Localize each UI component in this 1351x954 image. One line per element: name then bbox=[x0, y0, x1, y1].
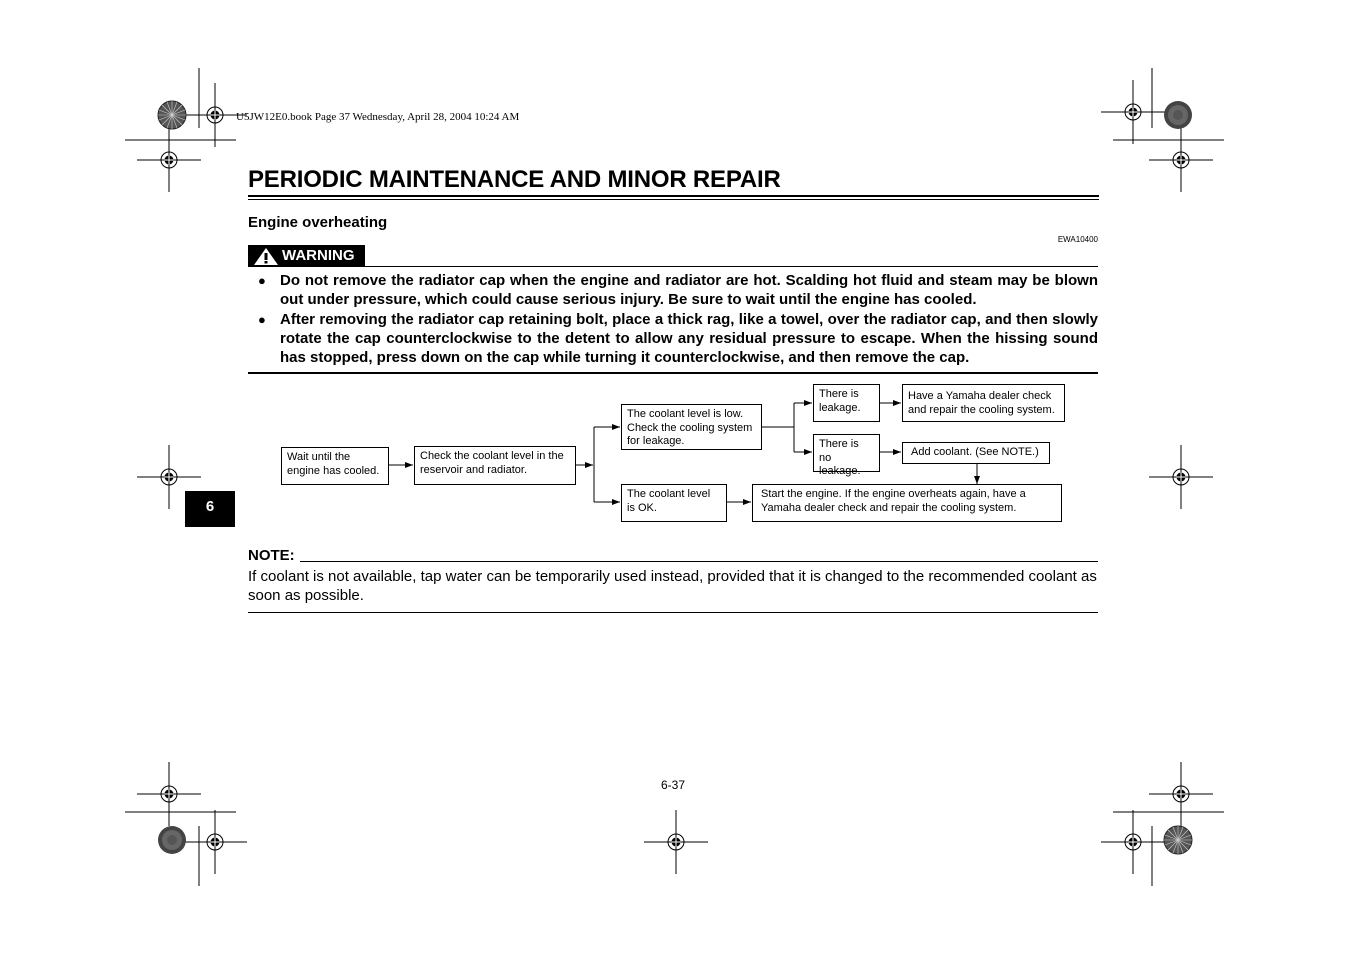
flow-box-wait: Wait until the engine has cooled. bbox=[281, 447, 389, 485]
bullet-icon: ● bbox=[258, 312, 266, 327]
warning-item-text: Do not remove the radiator cap when the engine and radiator are hot. Scalding hot fluid and steam may be blown out under pressure, which could cause serious injury. Be sure to wait until the engine has cooled. bbox=[280, 272, 1098, 308]
page-title: PERIODIC MAINTENANCE AND MINOR REPAIR bbox=[248, 166, 781, 193]
bullet-icon: ● bbox=[258, 273, 266, 288]
note-text: If coolant is not available, tap water can be temporarily used instead, provided that it is changed to the recommended coolant as soon as possible. bbox=[248, 568, 1097, 604]
warning-label: WARNING bbox=[282, 247, 355, 264]
flow-box-check-level: Check the coolant level in the reservoir and radiator. bbox=[414, 446, 576, 485]
flow-box-level-ok: The coolant level is OK. bbox=[621, 484, 727, 522]
page-number: 6-37 bbox=[660, 778, 686, 792]
note-label: NOTE: bbox=[248, 547, 295, 564]
section-heading: Engine overheating bbox=[248, 214, 388, 231]
warning-item-text: After removing the radiator cap retaining bolt, place a thick rag, like a towel, over the radiator cap, and then slowly rotate the cap counterclockwise to the detent to allow any residual pressure to escape. When the hissing sound has stopped, press down on the cap while turning it counterclockwise, and then remove the cap. bbox=[280, 311, 1098, 366]
note-rule bbox=[300, 561, 1098, 562]
flow-box-no-leakage: There is no leakage. bbox=[813, 434, 880, 472]
chapter-tab: 6 bbox=[185, 491, 235, 527]
note-end-rule bbox=[248, 612, 1098, 613]
warning-code: EWA10400 bbox=[1057, 235, 1098, 244]
flow-box-dealer-check: Have a Yamaha dealer check and repair the cooling system. bbox=[902, 384, 1065, 422]
flow-box-add-coolant: Add coolant. (See NOTE.) bbox=[902, 442, 1050, 464]
flow-box-start-engine: Start the engine. If the engine overheats again, have a Yamaha dealer check and repair the cooling system. bbox=[752, 484, 1062, 522]
flow-box-level-low: The coolant level is low. Check the cooling system for leakage. bbox=[621, 404, 762, 450]
book-file-line: U5JW12E0.book Page 37 Wednesday, April 28, 2004 10:24 AM bbox=[236, 111, 520, 123]
flow-box-leakage: There is leakage. bbox=[813, 384, 880, 422]
